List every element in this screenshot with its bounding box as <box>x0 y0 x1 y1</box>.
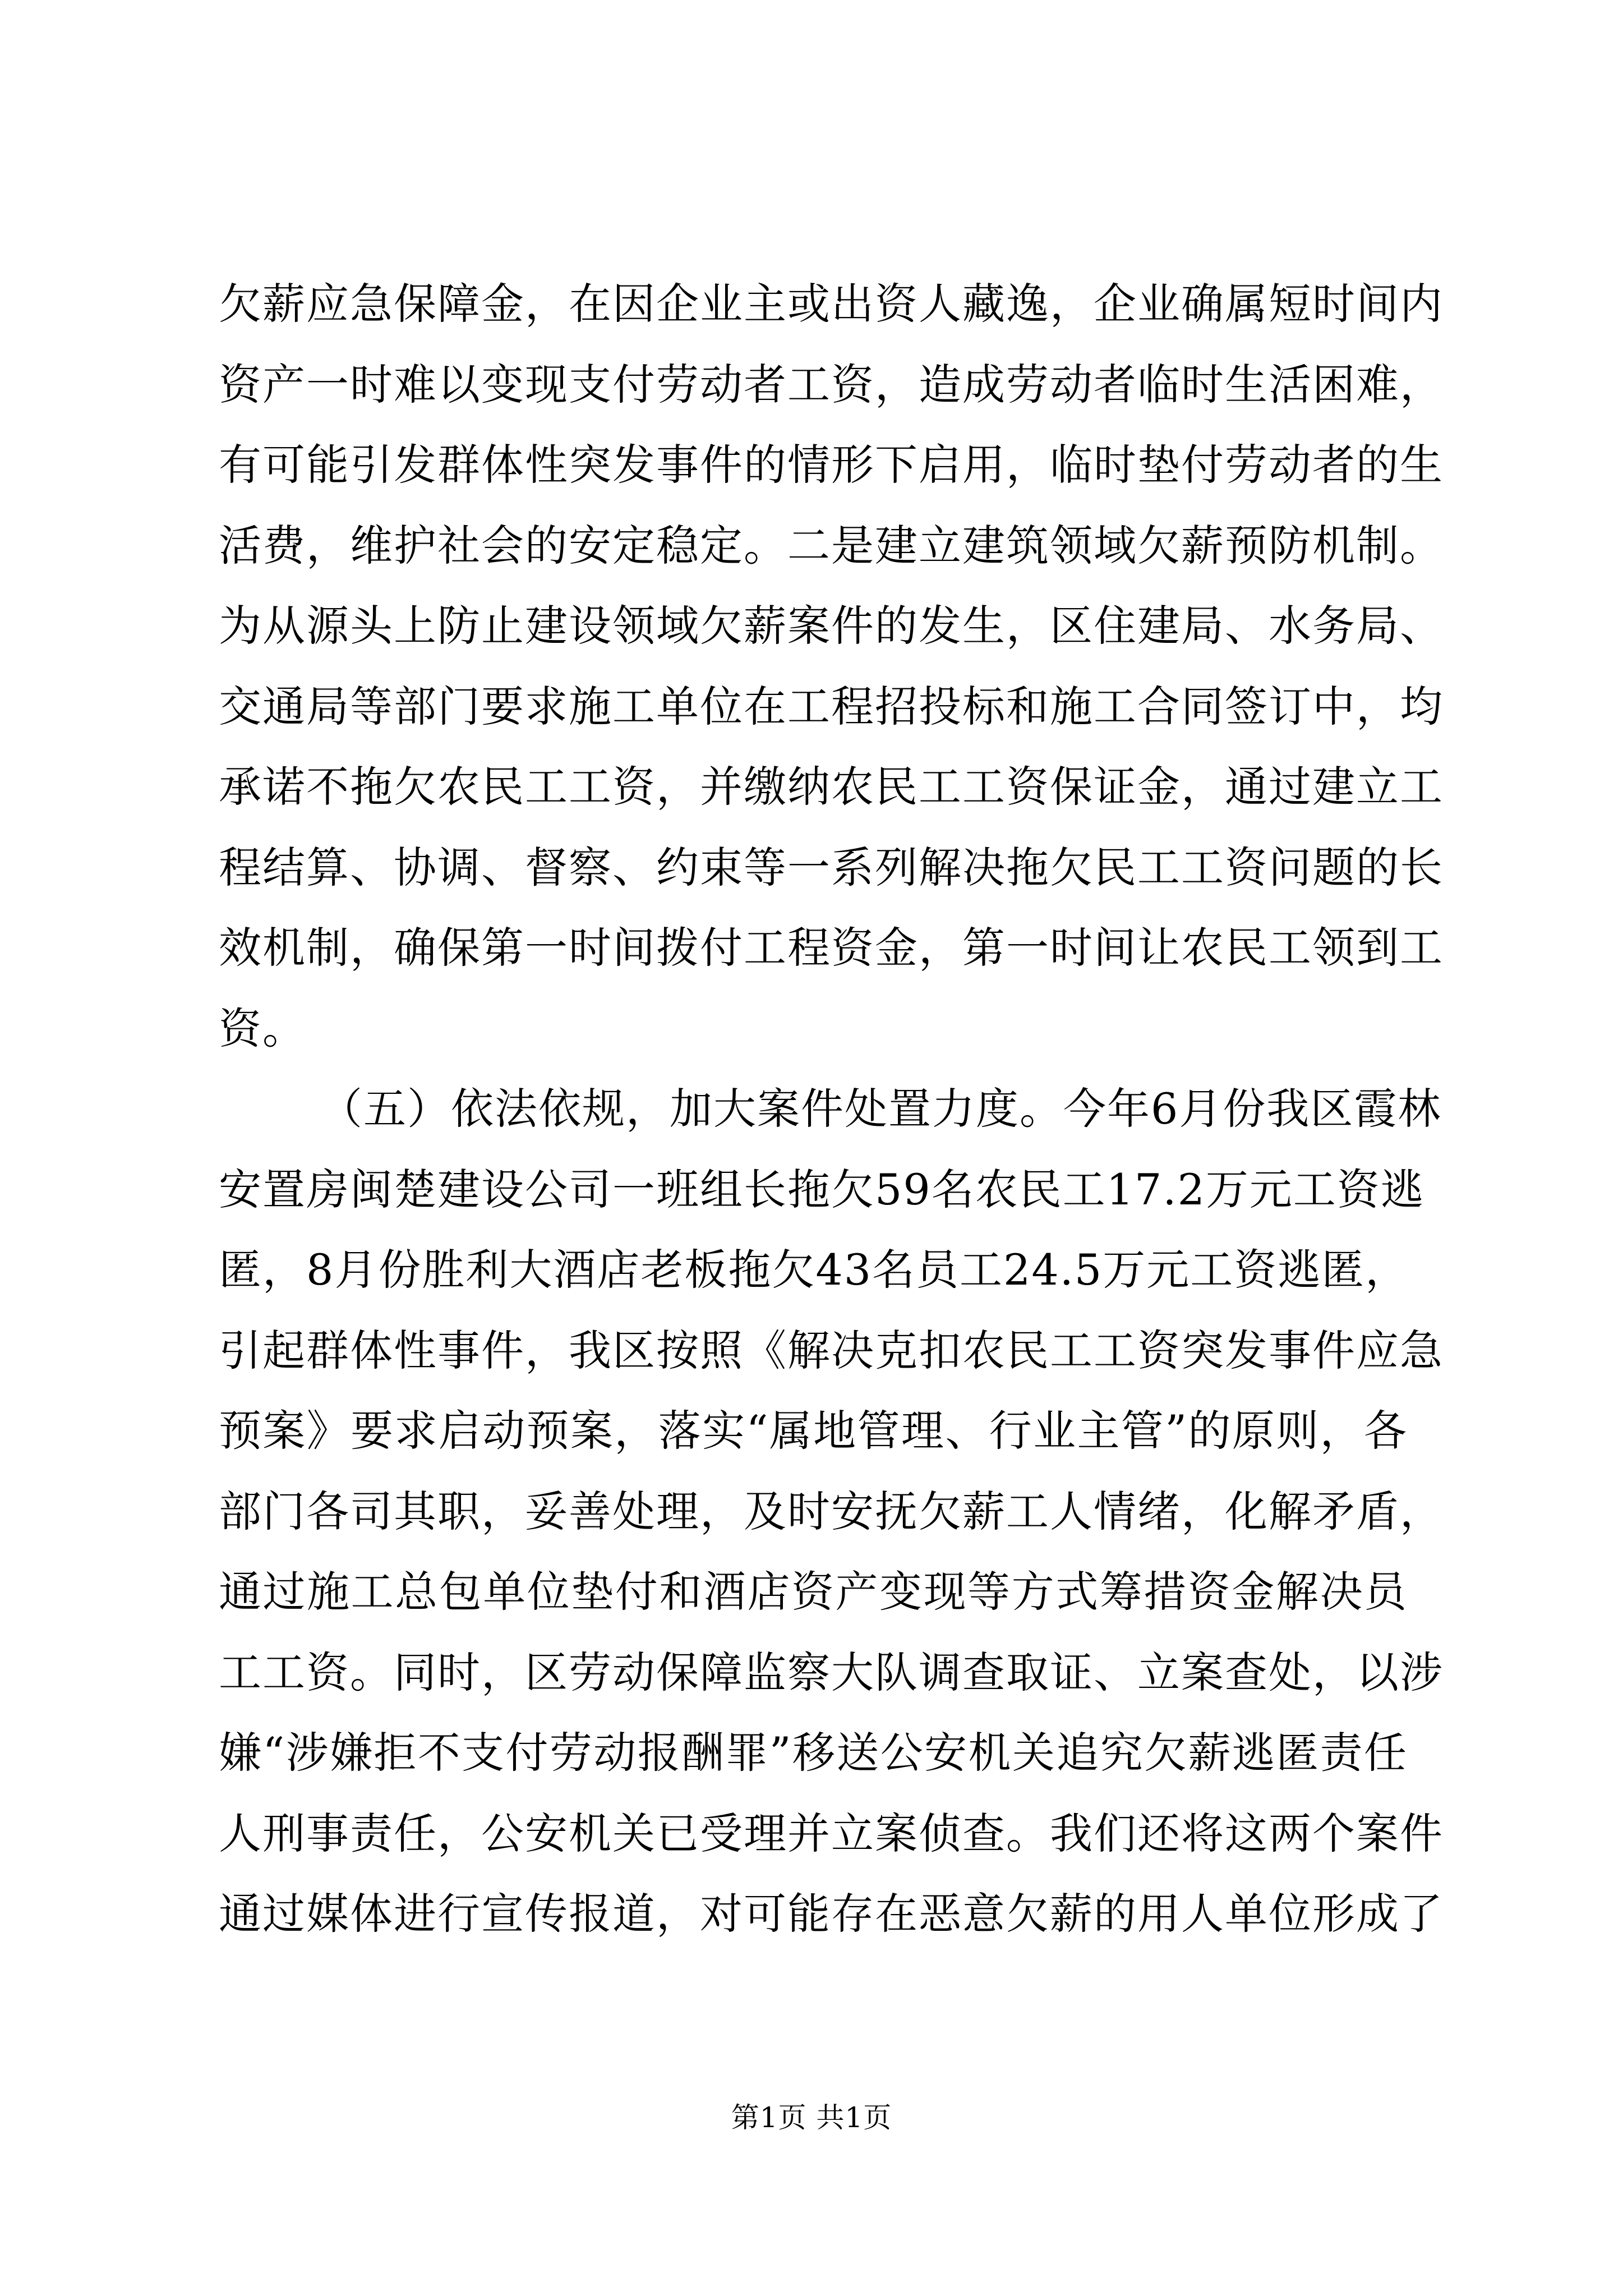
page-number: 第1页 共1页 <box>731 2101 892 2134</box>
text-line: 活费，维护社会的安定稳定。二是建立建筑领域欠薪预防机制。 <box>219 520 1444 570</box>
text-line: 欠薪应急保障金，在因企业主或出资人藏逸，企业确属短时间内 <box>219 279 1444 329</box>
text-line: 有可能引发群体性突发事件的情形下启用，临时垫付劳动者的生 <box>219 440 1444 490</box>
text-line: 资产一时难以变现支付劳动者工资，造成劳动者临时生活困难， <box>219 359 1444 409</box>
paragraph-2 <box>219 1069 1444 1954</box>
text-line: 引起群体性事件，我区按照《解决克扣农民工工资突发事件应急 <box>219 1325 1444 1375</box>
text-line: 为从源头上防止建设领域欠薪案件的发生，区住建局、水务局、 <box>219 601 1444 651</box>
body-text <box>219 264 1444 1954</box>
text-line: 预案》要求启动预案，落实“属地管理、行业主管”的原则，各 <box>219 1406 1408 1456</box>
paragraph-1 <box>219 264 1444 1069</box>
text-line: 通过媒体进行宣传报道，对可能存在恶意欠薪的用人单位形成了 <box>219 1889 1444 1939</box>
text-line: 效机制，确保第一时间拨付工程资金，第一时间让农民工领到工 <box>219 923 1444 973</box>
text-line: 嫌“涉嫌拒不支付劳动报酬罪”移送公安机关追究欠薪逃匿责任 <box>219 1728 1408 1778</box>
text-line: 匿，8月份胜利大酒店老板拖欠43名员工24.5万元工资逃匿， <box>219 1245 1409 1295</box>
text-line: 承诺不拖欠农民工工资，并缴纳农民工工资保证金，通过建立工 <box>219 762 1444 812</box>
text-line: 安置房闽楚建设公司一班组长拖欠59名农民工17.2万元工资逃 <box>219 1164 1424 1214</box>
text-line: 工工资。同时，区劳动保障监察大队调查取证、立案查处，以涉 <box>219 1647 1444 1697</box>
text-line: 通过施工总包单位垫付和酒店资产变现等方式筹措资金解决员 <box>219 1567 1408 1617</box>
text-line: 资。 <box>219 1003 306 1053</box>
text-line: （五）依法依规，加大案件处置力度。今年6月份我区霞林 <box>320 1084 1442 1134</box>
text-line: 交通局等部门要求施工单位在工程招投标和施工合同签订中，均 <box>219 681 1444 731</box>
text-line: 人刑事责任，公安机关已受理并立案侦查。我们还将这两个案件 <box>219 1808 1444 1858</box>
text-line: 程结算、协调、督察、约束等一系列解决拖欠民工工资问题的长 <box>219 842 1444 892</box>
text-line: 部门各司其职，妥善处理，及时安抚欠薪工人情绪，化解矛盾， <box>219 1486 1444 1536</box>
